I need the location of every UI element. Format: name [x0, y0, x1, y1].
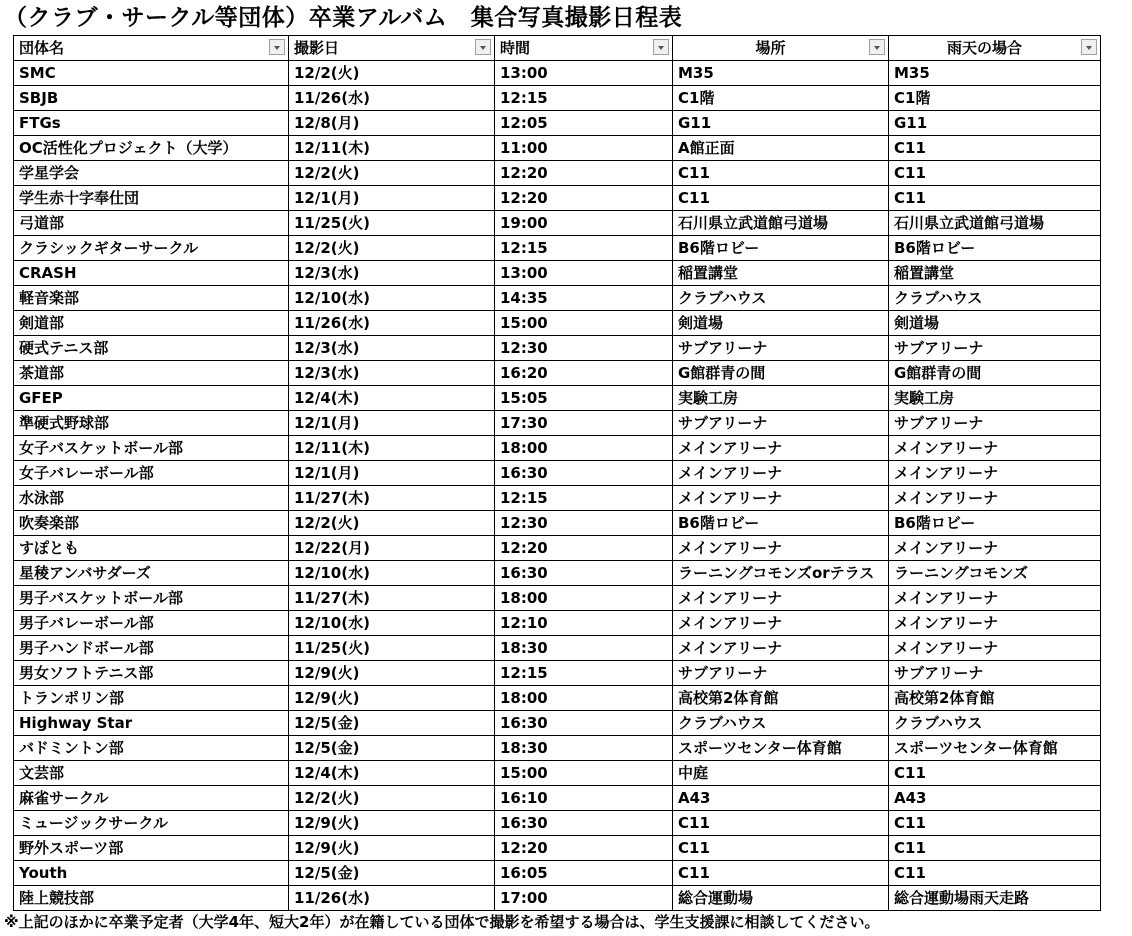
group-name-cell[interactable]: 弓道部	[14, 211, 289, 236]
table-row	[14, 361, 1101, 386]
place-cell[interactable]: A館正面	[673, 136, 889, 161]
group-name-cell[interactable]: 男子ハンドボール部	[14, 636, 289, 661]
place-cell[interactable]: C11	[673, 186, 889, 211]
table-row	[14, 261, 1101, 286]
table-row	[14, 211, 1101, 236]
date-cell[interactable]: 11/27(木)	[289, 486, 495, 511]
table-row	[14, 761, 1101, 786]
rain-place-cell[interactable]: メインアリーナ	[889, 436, 1101, 461]
time-cell[interactable]: 12:20	[495, 536, 673, 561]
rain-place-cell[interactable]: 剣道場	[889, 311, 1101, 336]
rain-place-cell[interactable]: 高校第2体育館	[889, 686, 1101, 711]
time-cell[interactable]: 18:30	[495, 636, 673, 661]
time-cell[interactable]: 16:10	[495, 786, 673, 811]
place-cell[interactable]: C11	[673, 836, 889, 861]
header-label: 雨天の場合	[946, 39, 1022, 57]
place-cell[interactable]: クラブハウス	[673, 286, 889, 311]
table-row	[14, 711, 1101, 736]
rain-place-cell[interactable]: クラブハウス	[889, 711, 1101, 736]
place-cell[interactable]: C11	[673, 161, 889, 186]
rain-place-cell[interactable]: ラーニングコモンズ	[889, 561, 1101, 586]
group-name-cell[interactable]: 女子バスケットボール部	[14, 436, 289, 461]
filter-dropdown-icon[interactable]	[475, 39, 491, 55]
rain-place-cell[interactable]: サブアリーナ	[889, 661, 1101, 686]
rain-place-cell[interactable]: B6階ロビー	[889, 236, 1101, 261]
filter-dropdown-icon[interactable]	[653, 39, 669, 55]
date-cell[interactable]: 11/27(木)	[289, 586, 495, 611]
table-row	[14, 111, 1101, 136]
group-name-cell[interactable]: 水泳部	[14, 486, 289, 511]
table-row	[14, 436, 1101, 461]
date-cell[interactable]: 12/2(火)	[289, 511, 495, 536]
group-name-cell[interactable]: トランポリン部	[14, 686, 289, 711]
rain-place-cell[interactable]: C11	[889, 811, 1101, 836]
place-cell[interactable]: 剣道場	[673, 311, 889, 336]
date-cell[interactable]: 11/25(火)	[289, 211, 495, 236]
date-cell[interactable]: 12/5(金)	[289, 711, 495, 736]
place-cell[interactable]: メインアリーナ	[673, 486, 889, 511]
table-row	[14, 86, 1101, 111]
header-place	[673, 36, 889, 61]
date-cell[interactable]: 11/25(火)	[289, 636, 495, 661]
table-row	[14, 611, 1101, 636]
place-cell[interactable]: 高校第2体育館	[673, 686, 889, 711]
group-name-cell[interactable]: Highway Star	[14, 711, 289, 736]
place-cell[interactable]: メインアリーナ	[673, 586, 889, 611]
rain-place-cell[interactable]: メインアリーナ	[889, 586, 1101, 611]
group-name-cell[interactable]: Youth	[14, 861, 289, 886]
group-name-cell[interactable]: 麻雀サークル	[14, 786, 289, 811]
group-name-cell[interactable]: 陸上競技部	[14, 886, 289, 911]
place-cell[interactable]: クラブハウス	[673, 711, 889, 736]
group-name-cell[interactable]: SMC	[14, 61, 289, 86]
group-name-cell[interactable]: 硬式テニス部	[14, 336, 289, 361]
table-row	[14, 561, 1101, 586]
time-cell[interactable]: 16:30	[495, 461, 673, 486]
date-cell[interactable]: 12/3(水)	[289, 361, 495, 386]
place-cell[interactable]: サブアリーナ	[673, 661, 889, 686]
group-name-cell[interactable]: OC活性化プロジェクト（大学）	[14, 136, 289, 161]
place-cell[interactable]: 石川県立武道館弓道場	[673, 211, 889, 236]
rain-place-cell[interactable]: サブアリーナ	[889, 411, 1101, 436]
group-name-cell[interactable]: 男子バスケットボール部	[14, 586, 289, 611]
time-cell[interactable]: 12:05	[495, 111, 673, 136]
header-date	[289, 36, 495, 61]
rain-place-cell[interactable]: クラブハウス	[889, 286, 1101, 311]
time-cell[interactable]: 12:30	[495, 336, 673, 361]
group-name-cell[interactable]: 星稜アンバサダーズ	[14, 561, 289, 586]
rain-place-cell[interactable]: メインアリーナ	[889, 536, 1101, 561]
date-cell[interactable]: 12/11(木)	[289, 436, 495, 461]
rain-place-cell[interactable]: C11	[889, 186, 1101, 211]
date-cell[interactable]: 12/2(火)	[289, 236, 495, 261]
rain-place-cell[interactable]: スポーツセンター体育館	[889, 736, 1101, 761]
time-cell[interactable]: 16:20	[495, 361, 673, 386]
time-cell[interactable]: 15:00	[495, 311, 673, 336]
date-cell[interactable]: 12/4(木)	[289, 386, 495, 411]
table-row	[14, 511, 1101, 536]
table-row	[14, 336, 1101, 361]
date-cell[interactable]: 12/2(火)	[289, 786, 495, 811]
date-cell[interactable]: 12/2(火)	[289, 61, 495, 86]
time-cell[interactable]: 15:05	[495, 386, 673, 411]
table-row	[14, 486, 1101, 511]
table-row	[14, 886, 1101, 911]
date-cell[interactable]: 11/26(水)	[289, 886, 495, 911]
group-name-cell[interactable]: 女子バレーボール部	[14, 461, 289, 486]
table-row	[14, 536, 1101, 561]
place-cell[interactable]: ラーニングコモンズorテラス	[673, 561, 889, 586]
date-cell[interactable]: 12/1(月)	[289, 186, 495, 211]
date-cell[interactable]: 12/9(火)	[289, 686, 495, 711]
time-cell[interactable]: 12:10	[495, 611, 673, 636]
group-name-cell[interactable]: すぽとも	[14, 536, 289, 561]
group-name-cell[interactable]: バドミントン部	[14, 736, 289, 761]
group-name-cell[interactable]: 学生赤十字奉仕団	[14, 186, 289, 211]
filter-dropdown-icon[interactable]	[269, 39, 285, 55]
table-row	[14, 411, 1101, 436]
rain-place-cell[interactable]: サブアリーナ	[889, 336, 1101, 361]
group-name-cell[interactable]: 男子バレーボール部	[14, 611, 289, 636]
time-cell[interactable]: 12:15	[495, 661, 673, 686]
time-cell[interactable]: 18:00	[495, 586, 673, 611]
group-name-cell[interactable]: FTGs	[14, 111, 289, 136]
table-row	[14, 311, 1101, 336]
time-cell[interactable]: 12:20	[495, 161, 673, 186]
time-cell[interactable]: 18:00	[495, 436, 673, 461]
time-cell[interactable]: 19:00	[495, 211, 673, 236]
place-cell[interactable]: B6階ロビー	[673, 511, 889, 536]
header-label: 時間	[500, 39, 531, 57]
place-cell[interactable]: A43	[673, 786, 889, 811]
time-cell[interactable]: 16:30	[495, 811, 673, 836]
date-cell[interactable]: 12/22(月)	[289, 536, 495, 561]
table-body	[14, 61, 1101, 911]
date-cell[interactable]: 12/5(金)	[289, 736, 495, 761]
group-name-cell[interactable]: 文芸部	[14, 761, 289, 786]
rain-place-cell[interactable]: C11	[889, 836, 1101, 861]
group-name-cell[interactable]: CRASH	[14, 261, 289, 286]
time-cell[interactable]: 18:30	[495, 736, 673, 761]
time-cell[interactable]: 16:30	[495, 711, 673, 736]
date-cell[interactable]: 12/1(月)	[289, 461, 495, 486]
group-name-cell[interactable]: 剣道部	[14, 311, 289, 336]
place-cell[interactable]: メインアリーナ	[673, 461, 889, 486]
date-cell[interactable]: 12/2(火)	[289, 161, 495, 186]
time-cell[interactable]: 12:15	[495, 486, 673, 511]
footnote: ※上記のほかに卒業予定者（大学4年、短大2年）が在籍している団体で撮影を希望する場合は、学生支援課に相談してください。	[4, 913, 880, 931]
table-row	[14, 686, 1101, 711]
table-row	[14, 186, 1101, 211]
rain-place-cell[interactable]: B6階ロビー	[889, 511, 1101, 536]
group-name-cell[interactable]: 吹奏楽部	[14, 511, 289, 536]
page-title: （クラブ・サークル等団体）卒業アルバム 集合写真撮影日程表	[4, 5, 683, 31]
table-row	[14, 61, 1101, 86]
place-cell[interactable]: サブアリーナ	[673, 411, 889, 436]
header-group-name	[14, 36, 289, 61]
group-name-cell[interactable]: 準硬式野球部	[14, 411, 289, 436]
rain-place-cell[interactable]: C11	[889, 136, 1101, 161]
time-cell[interactable]: 12:30	[495, 511, 673, 536]
rain-place-cell[interactable]: 石川県立武道館弓道場	[889, 211, 1101, 236]
table-row	[14, 811, 1101, 836]
date-cell[interactable]: 12/10(水)	[289, 561, 495, 586]
header-rain-place	[889, 36, 1101, 61]
place-cell[interactable]: メインアリーナ	[673, 436, 889, 461]
time-cell[interactable]: 18:00	[495, 686, 673, 711]
table-row	[14, 636, 1101, 661]
filter-dropdown-icon[interactable]	[869, 39, 885, 55]
header-label: 団体名	[19, 39, 65, 57]
date-cell[interactable]: 12/9(火)	[289, 836, 495, 861]
time-cell[interactable]: 17:00	[495, 886, 673, 911]
rain-place-cell[interactable]: M35	[889, 61, 1101, 86]
place-cell[interactable]: メインアリーナ	[673, 611, 889, 636]
group-name-cell[interactable]: 野外スポーツ部	[14, 836, 289, 861]
rain-place-cell[interactable]: 総合運動場雨天走路	[889, 886, 1101, 911]
table-row	[14, 461, 1101, 486]
time-cell[interactable]: 13:00	[495, 61, 673, 86]
rain-place-cell[interactable]: メインアリーナ	[889, 486, 1101, 511]
place-cell[interactable]: メインアリーナ	[673, 636, 889, 661]
time-cell[interactable]: 15:00	[495, 761, 673, 786]
group-name-cell[interactable]: SBJB	[14, 86, 289, 111]
header-label: 場所	[755, 39, 786, 57]
place-cell[interactable]: G11	[673, 111, 889, 136]
table-row	[14, 861, 1101, 886]
rain-place-cell[interactable]: メインアリーナ	[889, 636, 1101, 661]
rain-place-cell[interactable]: G11	[889, 111, 1101, 136]
header-time	[495, 36, 673, 61]
date-cell[interactable]: 12/4(木)	[289, 761, 495, 786]
rain-place-cell[interactable]: C11	[889, 861, 1101, 886]
table-row	[14, 786, 1101, 811]
table-row	[14, 286, 1101, 311]
place-cell[interactable]: G館群青の間	[673, 361, 889, 386]
table-row	[14, 661, 1101, 686]
rain-place-cell[interactable]: 実験工房	[889, 386, 1101, 411]
table-row	[14, 136, 1101, 161]
table-row	[14, 386, 1101, 411]
place-cell[interactable]: C1階	[673, 86, 889, 111]
place-cell[interactable]: 総合運動場	[673, 886, 889, 911]
place-cell[interactable]: 稲置講堂	[673, 261, 889, 286]
rain-place-cell[interactable]: G館群青の間	[889, 361, 1101, 386]
group-name-cell[interactable]: GFEP	[14, 386, 289, 411]
group-name-cell[interactable]: クラシックギターサークル	[14, 236, 289, 261]
rain-place-cell[interactable]: C11	[889, 161, 1101, 186]
time-cell[interactable]: 12:20	[495, 836, 673, 861]
filter-dropdown-icon[interactable]	[1081, 39, 1097, 55]
date-cell[interactable]: 12/9(火)	[289, 811, 495, 836]
time-cell[interactable]: 16:30	[495, 561, 673, 586]
schedule-table	[13, 35, 1101, 911]
date-cell[interactable]: 12/3(水)	[289, 336, 495, 361]
date-cell[interactable]: 11/26(水)	[289, 311, 495, 336]
date-cell[interactable]: 12/11(木)	[289, 136, 495, 161]
header-label: 撮影日	[294, 39, 340, 57]
place-cell[interactable]: スポーツセンター体育館	[673, 736, 889, 761]
date-cell[interactable]: 12/10(水)	[289, 286, 495, 311]
rain-place-cell[interactable]: A43	[889, 786, 1101, 811]
place-cell[interactable]: M35	[673, 61, 889, 86]
place-cell[interactable]: C11	[673, 861, 889, 886]
time-cell[interactable]: 12:15	[495, 86, 673, 111]
place-cell[interactable]: B6階ロビー	[673, 236, 889, 261]
group-name-cell[interactable]: ミュージックサークル	[14, 811, 289, 836]
place-cell[interactable]: 実験工房	[673, 386, 889, 411]
time-cell[interactable]: 16:05	[495, 861, 673, 886]
table-row	[14, 836, 1101, 861]
time-cell[interactable]: 17:30	[495, 411, 673, 436]
table-row	[14, 236, 1101, 261]
rain-place-cell[interactable]: C1階	[889, 86, 1101, 111]
time-cell[interactable]: 12:15	[495, 236, 673, 261]
group-name-cell[interactable]: 茶道部	[14, 361, 289, 386]
rain-place-cell[interactable]: C11	[889, 761, 1101, 786]
date-cell[interactable]: 12/3(水)	[289, 261, 495, 286]
time-cell[interactable]: 11:00	[495, 136, 673, 161]
date-cell[interactable]: 12/10(水)	[289, 611, 495, 636]
place-cell[interactable]: C11	[673, 811, 889, 836]
rain-place-cell[interactable]: メインアリーナ	[889, 611, 1101, 636]
rain-place-cell[interactable]: メインアリーナ	[889, 461, 1101, 486]
time-cell[interactable]: 14:35	[495, 286, 673, 311]
date-cell[interactable]: 12/1(月)	[289, 411, 495, 436]
table-row	[14, 736, 1101, 761]
group-name-cell[interactable]: 男女ソフトテニス部	[14, 661, 289, 686]
table-row	[14, 161, 1101, 186]
table-row	[14, 586, 1101, 611]
group-name-cell[interactable]: 軽音楽部	[14, 286, 289, 311]
group-name-cell[interactable]: 学星学会	[14, 161, 289, 186]
place-cell[interactable]: メインアリーナ	[673, 536, 889, 561]
rain-place-cell[interactable]: 稲置講堂	[889, 261, 1101, 286]
header-row	[14, 36, 1101, 61]
date-cell[interactable]: 12/8(月)	[289, 111, 495, 136]
date-cell[interactable]: 12/5(金)	[289, 861, 495, 886]
place-cell[interactable]: サブアリーナ	[673, 336, 889, 361]
time-cell[interactable]: 13:00	[495, 261, 673, 286]
time-cell[interactable]: 12:20	[495, 186, 673, 211]
date-cell[interactable]: 12/9(火)	[289, 661, 495, 686]
date-cell[interactable]: 11/26(水)	[289, 86, 495, 111]
place-cell[interactable]: 中庭	[673, 761, 889, 786]
